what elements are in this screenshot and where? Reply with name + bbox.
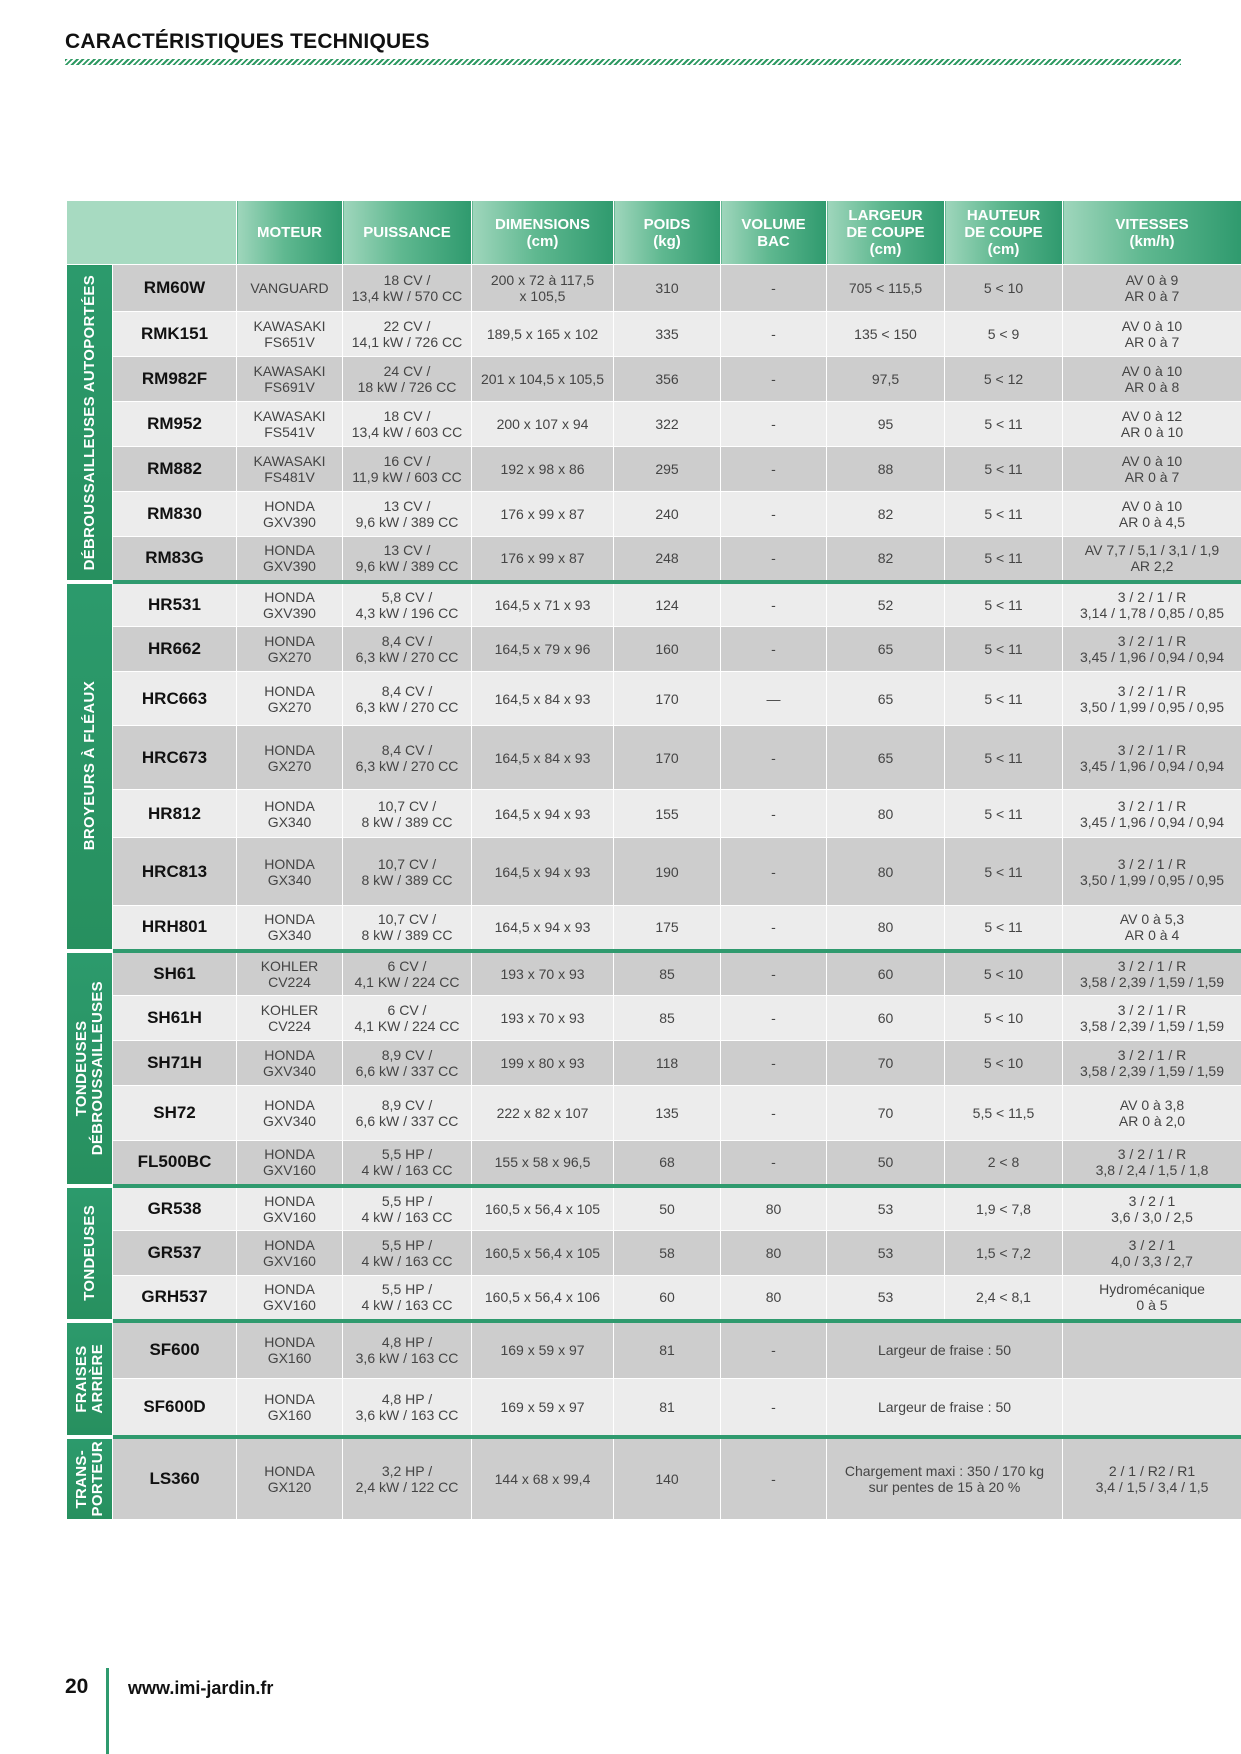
model-cell: FL500BC (113, 1141, 237, 1186)
vitesses-cell: AV 0 à 10 AR 0 à 8 (1063, 357, 1241, 402)
table-row (67, 492, 1241, 537)
moteur-cell: HONDA GXV160 (237, 1186, 343, 1231)
moteur-cell: HONDA GXV160 (237, 1276, 343, 1321)
dimensions-cell: 222 x 82 x 107 (472, 1086, 614, 1141)
volume-bac-cell: - (721, 537, 827, 582)
dimensions-cell: 169 x 59 x 97 (472, 1379, 614, 1437)
table-row (67, 1231, 1241, 1276)
hauteur-coupe-cell: 2 < 8 (945, 1141, 1063, 1186)
vitesses-cell: AV 0 à 5,3 AR 0 à 4 (1063, 906, 1241, 951)
table-row (67, 1276, 1241, 1321)
largeur-coupe-cell: 135 < 150 (827, 312, 945, 357)
largeur-coupe-cell: 82 (827, 537, 945, 582)
hauteur-coupe-cell: 5 < 10 (945, 951, 1063, 996)
poids-cell: 85 (614, 996, 721, 1041)
dimensions-cell: 169 x 59 x 97 (472, 1321, 614, 1379)
table-row (67, 312, 1241, 357)
hauteur-coupe-cell: 5 < 11 (945, 672, 1063, 726)
table-body (67, 265, 1241, 1520)
dimensions-cell: 155 x 58 x 96,5 (472, 1141, 614, 1186)
model-cell: SH61H (113, 996, 237, 1041)
vitesses-cell: AV 0 à 3,8 AR 0 à 2,0 (1063, 1086, 1241, 1141)
model-cell: HR531 (113, 582, 237, 627)
moteur-cell: HONDA GXV390 (237, 492, 343, 537)
volume-bac-cell: - (721, 951, 827, 996)
largeur-coupe-cell: 53 (827, 1231, 945, 1276)
poids-cell: 310 (614, 265, 721, 312)
poids-cell: 50 (614, 1186, 721, 1231)
hauteur-coupe-cell: 5 < 11 (945, 726, 1063, 790)
table-row (67, 537, 1241, 582)
largeur-coupe-cell: 95 (827, 402, 945, 447)
table-row (67, 790, 1241, 838)
largeur-coupe-cell: 65 (827, 627, 945, 672)
header-vitesses: VITESSES (km/h) (1063, 201, 1241, 265)
puissance-cell: 18 CV / 13,4 kW / 570 CC (343, 265, 472, 312)
poids-cell: 81 (614, 1321, 721, 1379)
hauteur-coupe-cell: 5 < 11 (945, 838, 1063, 906)
poids-cell: 248 (614, 537, 721, 582)
hauteur-coupe-cell: 5 < 11 (945, 790, 1063, 838)
merged-cell: Largeur de fraise : 50 (827, 1321, 1063, 1379)
puissance-cell: 13 CV / 9,6 kW / 389 CC (343, 492, 472, 537)
puissance-cell: 6 CV / 4,1 KW / 224 CC (343, 996, 472, 1041)
largeur-coupe-cell: 80 (827, 838, 945, 906)
header-corner (67, 201, 237, 265)
model-cell: HRC813 (113, 838, 237, 906)
dimensions-cell: 164,5 x 94 x 93 (472, 790, 614, 838)
volume-bac-cell: - (721, 402, 827, 447)
hauteur-coupe-cell: 5 < 11 (945, 582, 1063, 627)
volume-bac-cell: - (721, 582, 827, 627)
model-cell: GR537 (113, 1231, 237, 1276)
dimensions-cell: 164,5 x 94 x 93 (472, 906, 614, 951)
largeur-coupe-cell: 60 (827, 996, 945, 1041)
volume-bac-cell: - (721, 906, 827, 951)
poids-cell: 155 (614, 790, 721, 838)
dimensions-cell: 164,5 x 71 x 93 (472, 582, 614, 627)
poids-cell: 295 (614, 447, 721, 492)
puissance-cell: 8,4 CV / 6,3 kW / 270 CC (343, 672, 472, 726)
puissance-cell: 13 CV / 9,6 kW / 389 CC (343, 537, 472, 582)
dimensions-cell: 164,5 x 84 x 93 (472, 672, 614, 726)
model-cell: RM60W (113, 265, 237, 312)
model-cell: GR538 (113, 1186, 237, 1231)
puissance-cell: 8,9 CV / 6,6 kW / 337 CC (343, 1041, 472, 1086)
model-cell: HRH801 (113, 906, 237, 951)
category-label (67, 1321, 113, 1437)
volume-bac-cell: - (721, 492, 827, 537)
volume-bac-cell: - (721, 265, 827, 312)
volume-bac-cell: - (721, 1321, 827, 1379)
dimensions-cell: 189,5 x 165 x 102 (472, 312, 614, 357)
model-cell: RMK151 (113, 312, 237, 357)
poids-cell: 160 (614, 627, 721, 672)
dimensions-cell: 144 x 68 x 99,4 (472, 1437, 614, 1520)
puissance-cell: 10,7 CV / 8 kW / 389 CC (343, 838, 472, 906)
largeur-coupe-cell: 53 (827, 1186, 945, 1231)
poids-cell: 118 (614, 1041, 721, 1086)
moteur-cell: HONDA GXV340 (237, 1041, 343, 1086)
model-cell: GRH537 (113, 1276, 237, 1321)
vitesses-cell: AV 0 à 10 AR 0 à 4,5 (1063, 492, 1241, 537)
moteur-cell: HONDA GXV160 (237, 1141, 343, 1186)
puissance-cell: 5,5 HP / 4 kW / 163 CC (343, 1141, 472, 1186)
poids-cell: 135 (614, 1086, 721, 1141)
poids-cell: 170 (614, 672, 721, 726)
category-label (67, 265, 113, 582)
largeur-coupe-cell: 88 (827, 447, 945, 492)
hauteur-coupe-cell: 1,5 < 7,2 (945, 1231, 1063, 1276)
header-hauteur-coupe: HAUTEUR DE COUPE (cm) (945, 201, 1063, 265)
volume-bac-cell: - (721, 312, 827, 357)
largeur-coupe-cell: 52 (827, 582, 945, 627)
largeur-coupe-cell: 65 (827, 672, 945, 726)
moteur-cell: HONDA GX270 (237, 672, 343, 726)
largeur-coupe-cell: 80 (827, 906, 945, 951)
vitesses-cell: 3 / 2 / 1 / R 3,50 / 1,99 / 0,95 / 0,95 (1063, 672, 1241, 726)
model-cell: RM830 (113, 492, 237, 537)
table-row (67, 1141, 1241, 1186)
hauteur-coupe-cell: 5 < 11 (945, 906, 1063, 951)
dimensions-cell: 176 x 99 x 87 (472, 492, 614, 537)
largeur-coupe-cell: 50 (827, 1141, 945, 1186)
puissance-cell: 5,8 CV / 4,3 kW / 196 CC (343, 582, 472, 627)
moteur-cell: KAWASAKI FS481V (237, 447, 343, 492)
moteur-cell: HONDA GX340 (237, 906, 343, 951)
moteur-cell: HONDA GX270 (237, 627, 343, 672)
puissance-cell: 8,4 CV / 6,3 kW / 270 CC (343, 627, 472, 672)
table-row (67, 1041, 1241, 1086)
model-cell: RM952 (113, 402, 237, 447)
poids-cell: 140 (614, 1437, 721, 1520)
moteur-cell: VANGUARD (237, 265, 343, 312)
category-text: BROYEURS À FLÉAUX (80, 681, 98, 851)
moteur-cell: HONDA GXV160 (237, 1231, 343, 1276)
puissance-cell: 10,7 CV / 8 kW / 389 CC (343, 790, 472, 838)
table-row (67, 1086, 1241, 1141)
poids-cell: 68 (614, 1141, 721, 1186)
vitesses-cell: 3 / 2 / 1 / R 3,58 / 2,39 / 1,59 / 1,59 (1063, 951, 1241, 996)
moteur-cell: HONDA GXV390 (237, 537, 343, 582)
hauteur-coupe-cell: 5 < 12 (945, 357, 1063, 402)
merged-cell: Chargement maxi : 350 / 170 kg sur pentes de 15 à 20 % (827, 1437, 1063, 1520)
vitesses-cell: AV 7,7 / 5,1 / 3,1 / 1,9 AR 2,2 (1063, 537, 1241, 582)
category-text: TRANS- PORTEUR (72, 1441, 106, 1517)
merged-cell: Largeur de fraise : 50 (827, 1379, 1063, 1437)
puissance-cell: 6 CV / 4,1 KW / 224 CC (343, 951, 472, 996)
vitesses-cell: 3 / 2 / 1 / R 3,8 / 2,4 / 1,5 / 1,8 (1063, 1141, 1241, 1186)
largeur-coupe-cell: 97,5 (827, 357, 945, 402)
vitesses-cell: 3 / 2 / 1 / R 3,45 / 1,96 / 0,94 / 0,94 (1063, 790, 1241, 838)
puissance-cell: 4,8 HP / 3,6 kW / 163 CC (343, 1379, 472, 1437)
moteur-cell: KAWASAKI FS691V (237, 357, 343, 402)
volume-bac-cell: - (721, 1041, 827, 1086)
moteur-cell: KAWASAKI FS651V (237, 312, 343, 357)
dimensions-cell: 193 x 70 x 93 (472, 951, 614, 996)
volume-bac-cell: - (721, 447, 827, 492)
moteur-cell: HONDA GX340 (237, 838, 343, 906)
table-row (67, 265, 1241, 312)
header-dimensions: DIMENSIONS (cm) (472, 201, 614, 265)
spec-table (66, 200, 1241, 1520)
poids-cell: 58 (614, 1231, 721, 1276)
vitesses-cell: 3 / 2 / 1 / R 3,58 / 2,39 / 1,59 / 1,59 (1063, 996, 1241, 1041)
model-cell: SF600 (113, 1321, 237, 1379)
hauteur-coupe-cell: 5 < 11 (945, 492, 1063, 537)
dimensions-cell: 176 x 99 x 87 (472, 537, 614, 582)
model-cell: SF600D (113, 1379, 237, 1437)
dimensions-cell: 199 x 80 x 93 (472, 1041, 614, 1086)
dimensions-cell: 160,5 x 56,4 x 106 (472, 1276, 614, 1321)
largeur-coupe-cell: 60 (827, 951, 945, 996)
category-label (67, 582, 113, 951)
puissance-cell: 18 CV / 13,4 kW / 603 CC (343, 402, 472, 447)
hauteur-coupe-cell: 5 < 10 (945, 1041, 1063, 1086)
dimensions-cell: 192 x 98 x 86 (472, 447, 614, 492)
footer-divider (106, 1668, 109, 1754)
puissance-cell: 5,5 HP / 4 kW / 163 CC (343, 1186, 472, 1231)
volume-bac-cell: - (721, 838, 827, 906)
header-volume-bac: VOLUME BAC (721, 201, 827, 265)
poids-cell: 240 (614, 492, 721, 537)
volume-bac-cell: — (721, 672, 827, 726)
vitesses-cell: 3 / 2 / 1 / R 3,45 / 1,96 / 0,94 / 0,94 (1063, 726, 1241, 790)
moteur-cell: HONDA GX340 (237, 790, 343, 838)
table-row (67, 1437, 1241, 1520)
largeur-coupe-cell: 53 (827, 1276, 945, 1321)
moteur-cell: KAWASAKI FS541V (237, 402, 343, 447)
model-cell: SH61 (113, 951, 237, 996)
volume-bac-cell: - (721, 726, 827, 790)
poids-cell: 335 (614, 312, 721, 357)
puissance-cell: 16 CV / 11,9 kW / 603 CC (343, 447, 472, 492)
moteur-cell: KOHLER CV224 (237, 996, 343, 1041)
table-row (67, 838, 1241, 906)
vitesses-cell: AV 0 à 12 AR 0 à 10 (1063, 402, 1241, 447)
volume-bac-cell: - (721, 1086, 827, 1141)
hauteur-coupe-cell: 5 < 11 (945, 627, 1063, 672)
table-row (67, 672, 1241, 726)
largeur-coupe-cell: 70 (827, 1086, 945, 1141)
dimensions-cell: 164,5 x 79 x 96 (472, 627, 614, 672)
dimensions-cell: 164,5 x 84 x 93 (472, 726, 614, 790)
table-row (67, 726, 1241, 790)
poids-cell: 356 (614, 357, 721, 402)
largeur-coupe-cell: 70 (827, 1041, 945, 1086)
vitesses-cell: 3 / 2 / 1 / R 3,14 / 1,78 / 0,85 / 0,85 (1063, 582, 1241, 627)
model-cell: HRC673 (113, 726, 237, 790)
vitesses-cell (1063, 1321, 1241, 1379)
hauteur-coupe-cell: 2,4 < 8,1 (945, 1276, 1063, 1321)
volume-bac-cell: - (721, 357, 827, 402)
moteur-cell: HONDA GX160 (237, 1321, 343, 1379)
model-cell: SH71H (113, 1041, 237, 1086)
website-link[interactable]: www.imi-jardin.fr (128, 1678, 274, 1698)
category-label (67, 1186, 113, 1321)
model-cell: RM882 (113, 447, 237, 492)
hauteur-coupe-cell: 5 < 10 (945, 265, 1063, 312)
poids-cell: 81 (614, 1379, 721, 1437)
dimensions-cell: 164,5 x 94 x 93 (472, 838, 614, 906)
largeur-coupe-cell: 82 (827, 492, 945, 537)
page-number: 20 (65, 1675, 89, 1698)
header-poids: POIDS (kg) (614, 201, 721, 265)
category-label (67, 1437, 113, 1520)
volume-bac-cell: - (721, 627, 827, 672)
hauteur-coupe-cell: 5 < 11 (945, 537, 1063, 582)
largeur-coupe-cell: 65 (827, 726, 945, 790)
title-divider (65, 59, 1181, 65)
moteur-cell: HONDA GX160 (237, 1379, 343, 1437)
model-cell: HR812 (113, 790, 237, 838)
hauteur-coupe-cell: 1,9 < 7,8 (945, 1186, 1063, 1231)
table-header-row (67, 201, 1241, 265)
header-largeur-coupe: LARGEUR DE COUPE (cm) (827, 201, 945, 265)
page-title: CARACTÉRISTIQUES TECHNIQUES (65, 30, 430, 53)
vitesses-cell: 3 / 2 / 1 3,6 / 3,0 / 2,5 (1063, 1186, 1241, 1231)
table-row (67, 627, 1241, 672)
moteur-cell: HONDA GX120 (237, 1437, 343, 1520)
poids-cell: 170 (614, 726, 721, 790)
table-row (67, 447, 1241, 492)
model-cell: RM982F (113, 357, 237, 402)
vitesses-cell: Hydromécanique 0 à 5 (1063, 1276, 1241, 1321)
category-text: DÉBROUSSAILLEUSES AUTOPORTÉES (80, 274, 98, 570)
volume-bac-cell: - (721, 996, 827, 1041)
volume-bac-cell: - (721, 1379, 827, 1437)
puissance-cell: 22 CV / 14,1 kW / 726 CC (343, 312, 472, 357)
dimensions-cell: 200 x 107 x 94 (472, 402, 614, 447)
poids-cell: 175 (614, 906, 721, 951)
model-cell: HR662 (113, 627, 237, 672)
header-moteur: MOTEUR (237, 201, 343, 265)
puissance-cell: 24 CV / 18 kW / 726 CC (343, 357, 472, 402)
volume-bac-cell: 80 (721, 1186, 827, 1231)
dimensions-cell: 160,5 x 56,4 x 105 (472, 1186, 614, 1231)
largeur-coupe-cell: 705 < 115,5 (827, 265, 945, 312)
table-row (67, 357, 1241, 402)
largeur-coupe-cell: 80 (827, 790, 945, 838)
hauteur-coupe-cell: 5 < 11 (945, 402, 1063, 447)
dimensions-cell: 201 x 104,5 x 105,5 (472, 357, 614, 402)
hauteur-coupe-cell: 5 < 9 (945, 312, 1063, 357)
table-row (67, 1186, 1241, 1231)
model-cell: RM83G (113, 537, 237, 582)
volume-bac-cell: - (721, 1141, 827, 1186)
vitesses-cell: AV 0 à 10 AR 0 à 7 (1063, 447, 1241, 492)
vitesses-cell: 3 / 2 / 1 4,0 / 3,3 / 2,7 (1063, 1231, 1241, 1276)
moteur-cell: HONDA GXV390 (237, 582, 343, 627)
model-cell: SH72 (113, 1086, 237, 1141)
puissance-cell: 10,7 CV / 8 kW / 389 CC (343, 906, 472, 951)
table-row (67, 951, 1241, 996)
poids-cell: 124 (614, 582, 721, 627)
table-row (67, 1321, 1241, 1379)
poids-cell: 322 (614, 402, 721, 447)
model-cell: LS360 (113, 1437, 237, 1520)
volume-bac-cell: 80 (721, 1231, 827, 1276)
vitesses-cell: 3 / 2 / 1 / R 3,45 / 1,96 / 0,94 / 0,94 (1063, 627, 1241, 672)
vitesses-cell (1063, 1379, 1241, 1437)
category-text: TONDEUSES DÉBROUSSAILLEUSES (72, 980, 106, 1156)
dimensions-cell: 160,5 x 56,4 x 105 (472, 1231, 614, 1276)
moteur-cell: HONDA GX270 (237, 726, 343, 790)
volume-bac-cell: - (721, 1437, 827, 1520)
category-text: FRAISES ARRIÈRE (72, 1343, 106, 1414)
model-cell: HRC663 (113, 672, 237, 726)
volume-bac-cell: 80 (721, 1276, 827, 1321)
category-label (67, 951, 113, 1186)
moteur-cell: KOHLER CV224 (237, 951, 343, 996)
hauteur-coupe-cell: 5 < 10 (945, 996, 1063, 1041)
puissance-cell: 8,9 CV / 6,6 kW / 337 CC (343, 1086, 472, 1141)
header-puissance: PUISSANCE (343, 201, 472, 265)
table-row (67, 996, 1241, 1041)
poids-cell: 190 (614, 838, 721, 906)
puissance-cell: 5,5 HP / 4 kW / 163 CC (343, 1276, 472, 1321)
poids-cell: 60 (614, 1276, 721, 1321)
vitesses-cell: 3 / 2 / 1 / R 3,58 / 2,39 / 1,59 / 1,59 (1063, 1041, 1241, 1086)
dimensions-cell: 200 x 72 à 117,5 x 105,5 (472, 265, 614, 312)
vitesses-cell: AV 0 à 9 AR 0 à 7 (1063, 265, 1241, 312)
vitesses-cell: 2 / 1 / R2 / R1 3,4 / 1,5 / 3,4 / 1,5 (1063, 1437, 1241, 1520)
table-row (67, 1379, 1241, 1437)
puissance-cell: 8,4 CV / 6,3 kW / 270 CC (343, 726, 472, 790)
moteur-cell: HONDA GXV340 (237, 1086, 343, 1141)
vitesses-cell: 3 / 2 / 1 / R 3,50 / 1,99 / 0,95 / 0,95 (1063, 838, 1241, 906)
table-row (67, 402, 1241, 447)
puissance-cell: 3,2 HP / 2,4 kW / 122 CC (343, 1437, 472, 1520)
puissance-cell: 4,8 HP / 3,6 kW / 163 CC (343, 1321, 472, 1379)
hauteur-coupe-cell: 5,5 < 11,5 (945, 1086, 1063, 1141)
hauteur-coupe-cell: 5 < 11 (945, 447, 1063, 492)
vitesses-cell: AV 0 à 10 AR 0 à 7 (1063, 312, 1241, 357)
table-row (67, 582, 1241, 627)
table-row (67, 906, 1241, 951)
category-text: TONDEUSES (80, 1205, 98, 1301)
poids-cell: 85 (614, 951, 721, 996)
dimensions-cell: 193 x 70 x 93 (472, 996, 614, 1041)
puissance-cell: 5,5 HP / 4 kW / 163 CC (343, 1231, 472, 1276)
volume-bac-cell: - (721, 790, 827, 838)
